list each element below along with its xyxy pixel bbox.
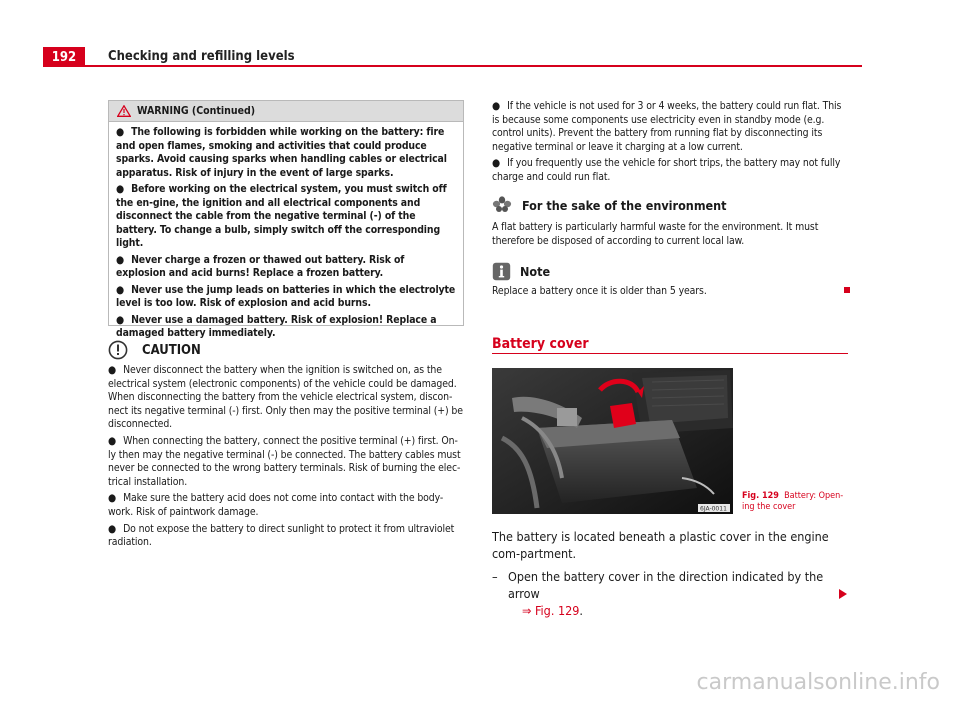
section-rule xyxy=(492,353,848,354)
warning-box xyxy=(108,100,464,339)
note-title: Note xyxy=(520,264,551,279)
info-note-icon xyxy=(492,262,511,281)
warning-header xyxy=(109,101,463,122)
warning-item: ● The following is forbidden while working on the battery: fire and open flames, smoking and activities that could produce sparks. Avoid causing sparks when handling cables or electrical apparatus. Risk of injury in the event of large sparks. xyxy=(116,126,447,179)
section-heading: Battery cover xyxy=(492,336,589,352)
warning-title: WARNING (Continued) xyxy=(137,105,256,117)
tip-item: ● If you frequently use the vehicle for short trips, the battery may not fully charge and could run flat. xyxy=(492,157,841,183)
caution-title: CAUTION xyxy=(142,342,201,358)
figure-caption-text: Battery: Open-ing the cover xyxy=(742,491,844,512)
figure-caption xyxy=(742,491,852,513)
tip-item: ● If the vehicle is not used for 3 or 4 weeks, the battery could run flat. This is because some components use electricity even in standby mode (e.g. control units). Prevent the battery from running flat by disconnecting its negative terminal or leave it charging at a low current. xyxy=(492,100,842,153)
instruction-step xyxy=(492,568,842,619)
warning-triangle-icon xyxy=(117,105,131,117)
figure-number: Fig. 129 xyxy=(742,491,779,501)
continue-arrow-icon xyxy=(838,588,848,600)
note-text: Replace a battery once it is older than 5 years. xyxy=(492,285,707,297)
battery-location-text: The battery is located beneath a plastic cover in the engine com-partment. xyxy=(492,529,829,561)
caution-item: ● Make sure the battery acid does not come into contact with the body-work. Risk of paintwork damage. xyxy=(108,492,444,518)
caution-item: ● Do not expose the battery to direct sunlight to protect it from ultraviolet radiation. xyxy=(108,522,455,549)
step-dash: – xyxy=(492,569,498,584)
environment-heading xyxy=(492,196,727,214)
environment-body xyxy=(492,221,848,251)
caution-item: ● When connecting the battery, connect the positive terminal (+) first. On-ly then may the negative terminal (-) be connected. The battery cables must never be connected to the wrong battery terminals. Risk of burning the elec-trical installation. xyxy=(108,434,461,488)
note-body xyxy=(492,285,848,302)
warning-item: ● Never charge a frozen or thawed out battery. Risk of explosion and acid burns! Replace a frozen battery. xyxy=(116,253,405,279)
engine-bay-illustration xyxy=(492,368,733,514)
battery-cover-figure xyxy=(492,368,733,514)
environment-title: For the sake of the environment xyxy=(522,197,727,213)
caution-heading xyxy=(108,340,201,360)
battery-tips xyxy=(492,100,848,188)
warning-item: ● Before working on the electrical system, you must switch off the en-gine, the ignition and all electrical components and disconnect the cable from the negative terminal (-) of the battery. To change a bulb, simply switch off the corresponding light. xyxy=(116,183,447,249)
figure-code: 6JA-0011 xyxy=(700,505,727,513)
figure-reference-link[interactable]: ⇒ Fig. 129 xyxy=(522,603,580,618)
page-number: 192 xyxy=(43,47,85,67)
header-rule xyxy=(85,65,862,67)
watermark: carmanualsonline.info xyxy=(696,670,940,695)
running-title: Checking and refilling levels xyxy=(108,49,295,64)
section-end-marker xyxy=(844,287,850,293)
note-heading xyxy=(492,262,550,281)
caution-item: ● Never disconnect the battery when the ignition is switched on, as the electrical system (electronic components) of the vehicle could be damaged. When disconnecting the battery from the vehicle electrical system, discon-nect its negative terminal (-) first. Only then may the positive terminal (+) be disconnected. xyxy=(108,364,463,431)
caution-body xyxy=(108,364,464,553)
warning-item: ● Never use the jump leads on batteries in which the electrolyte level is too low. Risk of explosion and acid burns. xyxy=(116,283,456,309)
warning-item: ● Never use a damaged battery. Risk of explosion! Replace a damaged battery immediately. xyxy=(116,313,437,339)
step-text: Open the battery cover in the direction indicated by the arrow ⇒ Fig. 129. xyxy=(508,569,824,618)
environment-text: A flat battery is particularly harmful waste for the environment. It must therefore be disposed of according to current local law. xyxy=(492,221,819,247)
environment-flower-icon xyxy=(492,196,512,214)
caution-icon xyxy=(108,340,128,360)
